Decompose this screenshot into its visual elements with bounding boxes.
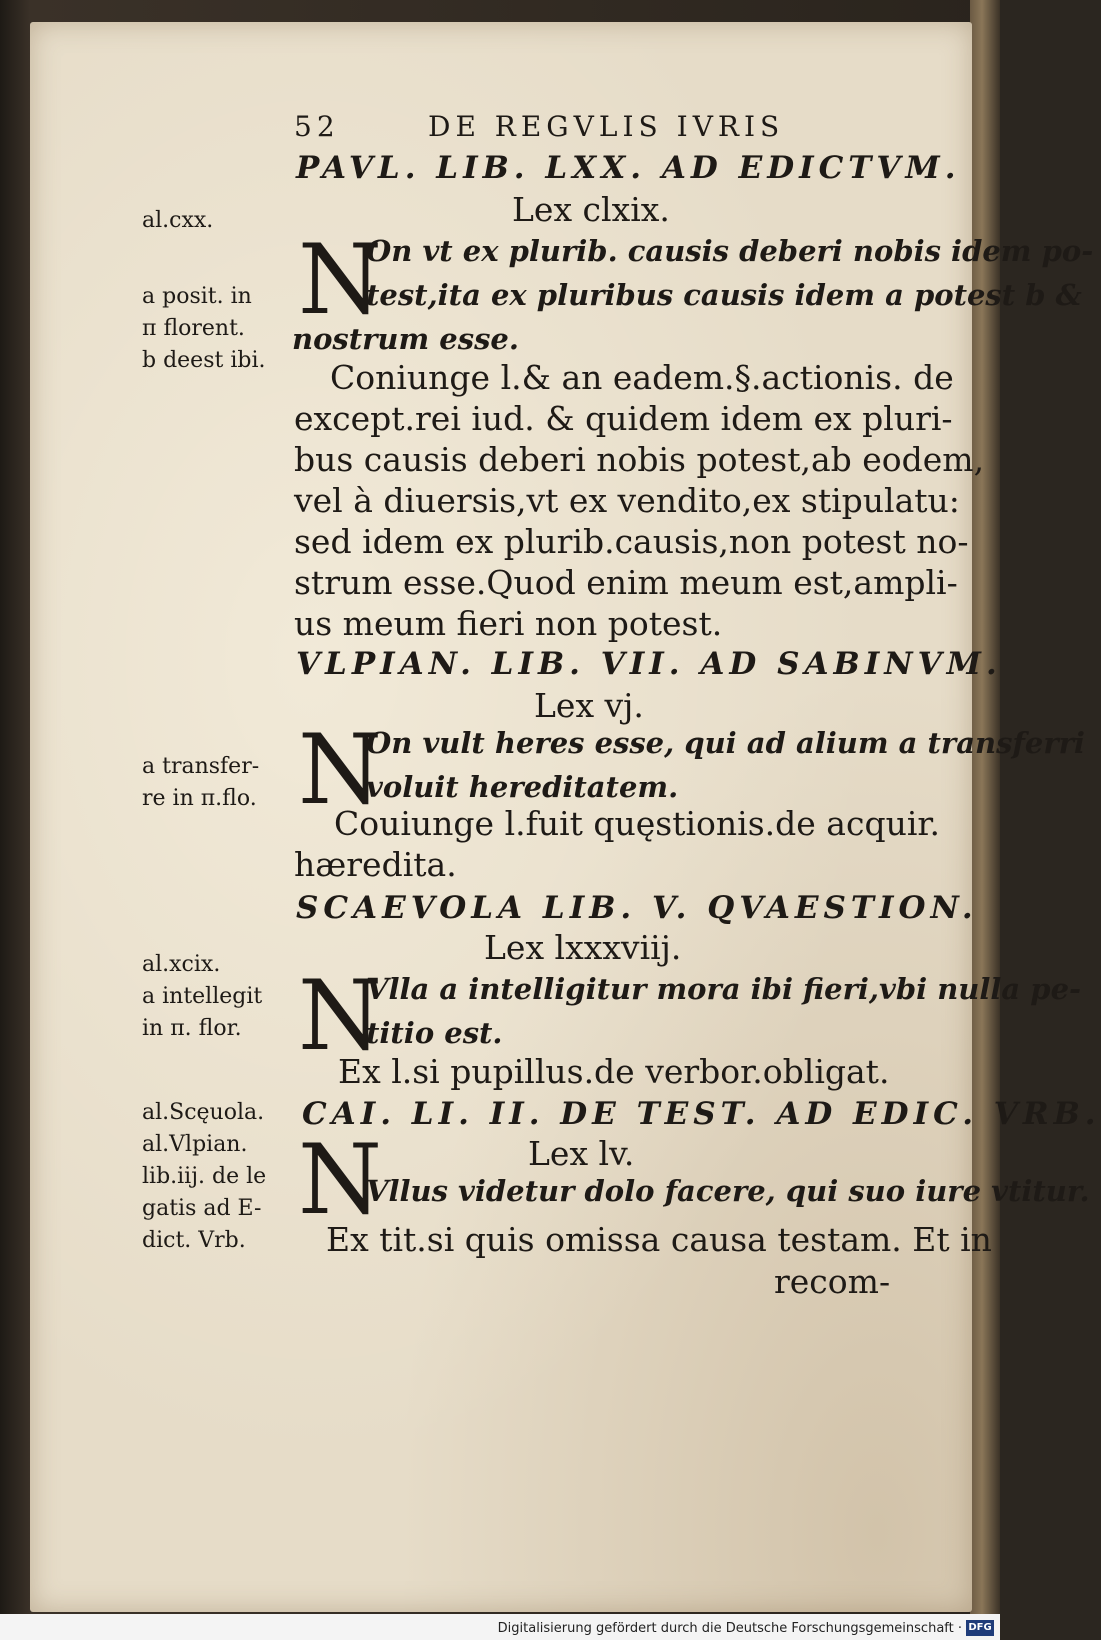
margin-note: π florent. [142,316,245,341]
margin-note: al.Scęuola. [142,1100,265,1125]
lex-number: Lex clxix. [512,190,670,229]
italic-line: On vt ex plurib. causis deberi nobis idem po- [366,234,1094,268]
margin-note: a posit. in [142,284,252,309]
body-line: Coniunge l.& an eadem.§.actionis. de [330,358,954,397]
page-number: 52 [294,110,340,143]
catchword: recom- [774,1262,891,1301]
italic-line: Vllus videtur dolo facere, qui suo iure vtitur. [366,1174,1090,1208]
margin-note: a intellegit [142,984,263,1009]
italic-line: Vlla a intelligitur mora ibi fieri,vbi nulla pe- [366,972,1082,1006]
book-page [30,22,1101,1612]
drop-initial: N [298,714,382,826]
margin-note: re in π.flo. [142,786,257,811]
body-line: except.rei iud. & quidem idem ex pluri- [294,399,953,438]
margin-note: a transfer- [142,754,260,779]
drop-initial: N [298,224,382,336]
margin-note: al.Vlpian. [142,1132,248,1157]
footer-credit: Digitalisierung gefördert durch die Deutsche Forschungsgemeinschaft · [497,1621,962,1636]
body-line: Ex tit.si quis omissa causa testam. Et in [326,1220,992,1259]
body-line: vel à diuersis,vt ex vendito,ex stipulatu: [294,481,960,520]
italic-line: On vult heres esse, qui ad alium a transferri [366,726,1085,760]
body-line: us meum fieri non potest. [294,604,723,643]
body-line: Couiunge l.fuit quęstionis.de acquir. [334,804,941,843]
rubric: SCAEVOLA LIB. V. QVAESTION. [296,890,978,926]
italic-line: titio est. [366,1016,503,1050]
drop-initial: N [298,960,382,1072]
lex-number: Lex vj. [534,686,644,725]
body-line: hæredita. [294,845,457,884]
margin-note: dict. Vrb. [142,1228,246,1253]
margin-note: in π. flor. [142,1016,242,1041]
rubric: CAI. LI. II. DE TEST. AD EDIC. VRB. [302,1096,1101,1132]
rubric: VLPIAN. LIB. VII. AD SABINVM. [296,646,1002,682]
margin-note: al.xcix. [142,952,221,977]
running-title: DE REGVLIS IVRIS [428,110,785,143]
margin-note: gatis ad E- [142,1196,262,1221]
margin-note: al.cxx. [142,208,214,233]
body-line: Ex l.si pupillus.de verbor.obligat. [338,1052,890,1091]
lex-number: Lex lv. [528,1134,635,1173]
margin-note: lib.iij. de le [142,1164,267,1189]
lex-number: Lex lxxxviij. [484,928,682,967]
rubric: PAVL. LIB. LXX. AD EDICTVM. [296,150,961,186]
drop-initial: N [298,1124,382,1236]
body-line: bus causis deberi nobis potest,ab eodem, [294,440,985,479]
body-line: sed idem ex plurib.causis,non potest no- [294,522,969,561]
italic-line: voluit hereditatem. [366,770,679,804]
italic-line: nostrum esse. [292,322,519,356]
footer-bar [0,1614,1000,1640]
body-line: strum esse.Quod enim meum est,ampli- [294,563,958,602]
dfg-logo: DFG [966,1620,994,1636]
margin-note: b deest ibi. [142,348,266,373]
italic-line: test,ita ex pluribus causis idem a potest b & [366,278,1082,312]
